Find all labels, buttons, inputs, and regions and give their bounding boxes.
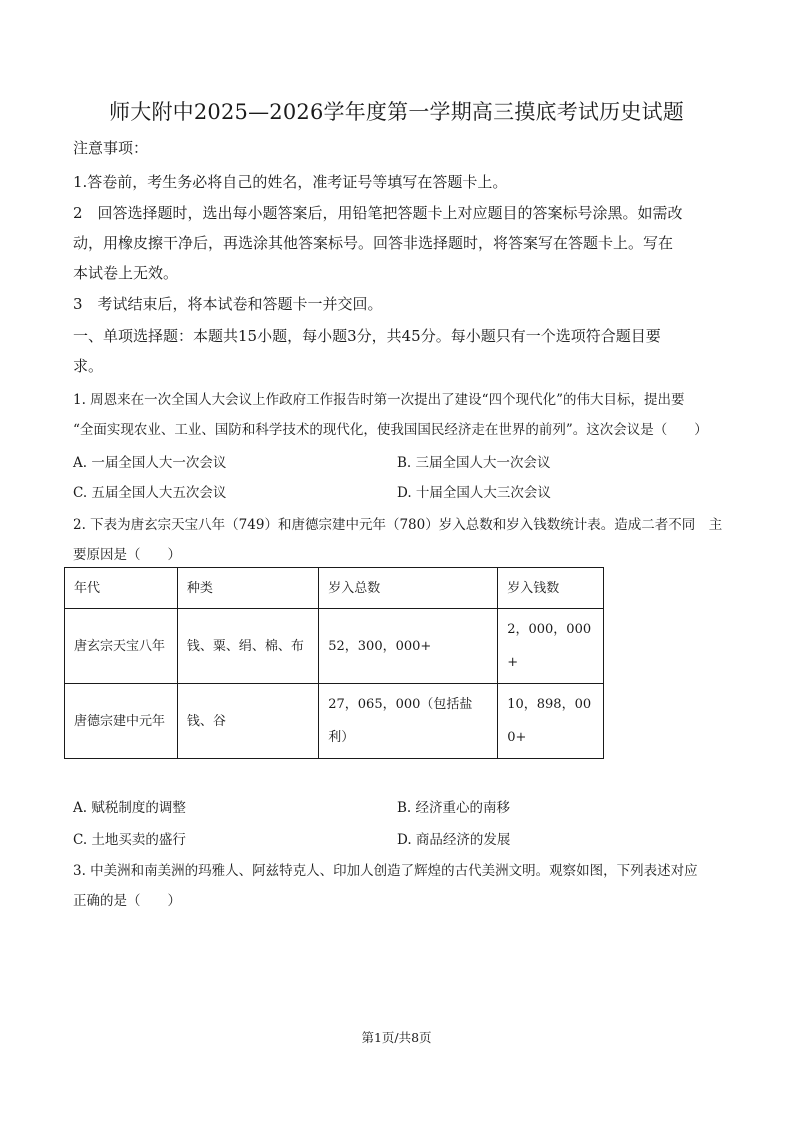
notice-item-2-line-2: 动，用橡皮擦干净后，再选涂其他答案标号。回答非选择题时，将答案写在答题卡上。写在 bbox=[73, 234, 674, 252]
notice-item-1: 1.答卷前，考生务必将自己的姓名，准考证号等填写在答题卡上。 bbox=[73, 173, 508, 191]
table-row bbox=[65, 684, 604, 759]
table-cell: 10，898，000+ bbox=[498, 684, 604, 759]
notice-item-2-line-3: 本试卷上无效。 bbox=[73, 264, 179, 282]
table-cell: 唐德宗建中元年 bbox=[65, 684, 178, 759]
question-2-option-a: A. 赋税制度的调整 bbox=[73, 800, 186, 816]
section-heading-line-2: 求。 bbox=[73, 357, 104, 375]
table-header-row bbox=[65, 568, 604, 609]
question-1-option-b: B. 三届全国人大一次会议 bbox=[397, 455, 551, 471]
section-heading-line-1: 一、单项选择题：本题共15小题，每小题3分，共45分。每小题只有一个选项符合题目要 bbox=[73, 327, 661, 345]
table-cell: 唐玄宗天宝八年 bbox=[65, 609, 178, 684]
question-1-stem-line-1: 1. 周恩来在一次全国人大会议上作政府工作报告时第一次提出了建设“四个现代化”的伟大目标，提出要 bbox=[73, 392, 685, 408]
table-header-cell: 年代 bbox=[65, 568, 178, 609]
table-cell: 钱、粟、绢、棉、布 bbox=[177, 609, 318, 684]
notice-item-2-line-1: 2 回答选择题时，选出每小题答案后，用铅笔把答题卡上对应题目的答案标号涂黑。如需改 bbox=[73, 204, 683, 222]
table-header-cell: 岁入钱数 bbox=[498, 568, 604, 609]
table-header-cell: 岁入总数 bbox=[319, 568, 498, 609]
question-3-stem-line-1: 3. 中美洲和南美洲的玛雅人、阿兹特克人、印加人创造了辉煌的古代美洲文明。观察如图，下列表述对应 bbox=[73, 863, 698, 879]
table-cell: 52，300，000+ bbox=[319, 609, 498, 684]
table-cell: 27，065，000（包括盐利） bbox=[319, 684, 498, 759]
table-row bbox=[65, 609, 604, 684]
notice-heading: 注意事项： bbox=[73, 139, 149, 157]
question-1-option-c: C. 五届全国人大五次会议 bbox=[73, 485, 227, 501]
table-cell: 钱、谷 bbox=[177, 684, 318, 759]
question-2-stem-line-2: 要原因是（ ） bbox=[73, 547, 181, 563]
revenue-table bbox=[64, 567, 604, 759]
notice-item-3: 3 考试结束后，将本试卷和答题卡一并交回。 bbox=[73, 295, 383, 313]
question-1-option-d: D. 十届全国人大三次会议 bbox=[397, 485, 551, 501]
question-2-option-b: B. 经济重心的南移 bbox=[397, 800, 511, 816]
question-1-option-a: A. 一届全国人大一次会议 bbox=[73, 455, 227, 471]
page-title: 师大附中2025—2026学年度第一学期高三摸底考试历史试题 bbox=[109, 100, 684, 124]
table-header-cell: 种类 bbox=[177, 568, 318, 609]
question-2-option-c: C. 土地买卖的盛行 bbox=[73, 832, 186, 848]
question-2-stem-line-1: 2. 下表为唐玄宗天宝八年（749）和唐德宗建中元年（780）岁入总数和岁入钱数统计表。造成二者不同 主 bbox=[73, 517, 723, 533]
question-3-stem-line-2: 正确的是（ ） bbox=[73, 893, 181, 909]
page-footer: 第1页/共8页 bbox=[361, 1030, 432, 1045]
table-cell: 2，000，000+ bbox=[498, 609, 604, 684]
question-1-stem-line-2: “全面实现农业、工业、国防和科学技术的现代化，使我国国民经济走在世界的前列”。这次会议是（ ） bbox=[73, 422, 708, 438]
question-2-option-d: D. 商品经济的发展 bbox=[397, 832, 511, 848]
